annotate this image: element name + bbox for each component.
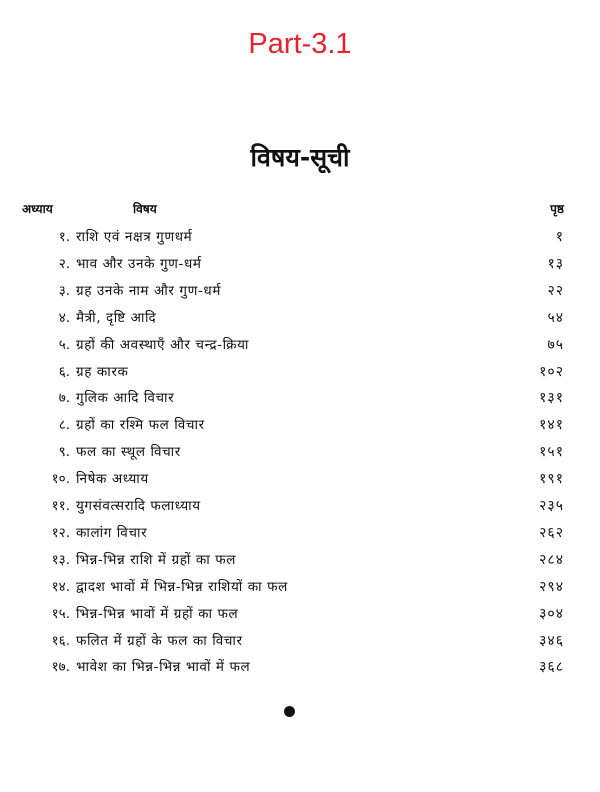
- toc-row: [0, 520, 600, 546]
- chapter-title: गुलिक आदि विचार: [76, 390, 175, 407]
- bullet-dot: [284, 706, 295, 717]
- chapter-title: भावेश का भिन्न-भिन्न भावों में फल: [76, 659, 251, 676]
- chapter-number: १७.: [51, 659, 70, 676]
- toc-row: [0, 654, 600, 680]
- chapter-number: १.: [58, 229, 70, 245]
- toc-row: [0, 251, 600, 277]
- chapter-title: ग्रहों का रश्मि फल विचार: [76, 417, 205, 434]
- chapter-title: मैत्री, दृष्टि आदि: [76, 309, 157, 326]
- chapter-title: निषेक अध्याय: [76, 471, 149, 488]
- page-number: १९१: [539, 471, 564, 488]
- page-number: ७५: [547, 336, 564, 353]
- chapter-number: १६.: [51, 632, 70, 649]
- header-subject: विषय: [133, 202, 157, 216]
- toc-row: [0, 278, 600, 304]
- header-chapter: अध्याय: [22, 202, 53, 216]
- chapter-title: ग्रहों की अवस्थाएँ और चन्द्र-क्रिया: [76, 336, 250, 353]
- part-label: Part-3.1: [248, 28, 352, 60]
- page-number: ३६८: [539, 659, 564, 676]
- chapter-number: ७.: [58, 390, 70, 407]
- chapter-number: ६.: [58, 363, 70, 380]
- page-number: २९४: [539, 578, 564, 595]
- page-number: ५४: [547, 309, 564, 326]
- chapter-number: १०.: [51, 471, 70, 488]
- chapter-title: भिन्न-भिन्न राशि में ग्रहों का फल: [76, 551, 236, 568]
- chapter-number: १४.: [51, 578, 70, 595]
- toc-row: [0, 628, 600, 654]
- page-number: २८४: [539, 551, 564, 568]
- page-number: १५१: [539, 444, 564, 461]
- chapter-number: ५.: [58, 336, 70, 353]
- chapter-number: ३.: [58, 282, 70, 299]
- chapter-title: कालांग विचार: [76, 524, 148, 541]
- page-number: २३५: [539, 498, 564, 514]
- toc-row: [0, 439, 600, 465]
- chapter-number: ९.: [58, 444, 70, 461]
- toc-row: [0, 359, 600, 385]
- toc-row: [0, 332, 600, 358]
- chapter-title: ग्रह उनके नाम और गुण-धर्म: [76, 282, 222, 299]
- toc-row: [0, 574, 600, 600]
- toc-row: [0, 601, 600, 627]
- page-number: १०२: [539, 363, 564, 380]
- page-number: ३४६: [539, 632, 564, 649]
- chapter-number: १५.: [51, 605, 70, 622]
- page-number: २२: [547, 282, 564, 299]
- page-number: ३०४: [539, 605, 564, 622]
- chapter-number: २.: [58, 255, 70, 272]
- page-number: १३१: [539, 390, 564, 407]
- chapter-title: फल का स्थूल विचार: [76, 444, 181, 461]
- header-page: पृष्ठ: [550, 202, 564, 216]
- chapter-title: ग्रह कारक: [76, 363, 129, 380]
- toc-row: [0, 412, 600, 438]
- toc-row: [0, 224, 600, 250]
- page-number: १३: [547, 255, 564, 272]
- toc-row: [0, 466, 600, 492]
- chapter-number: ११.: [51, 498, 70, 514]
- chapter-title: फलित में ग्रहों के फल का विचार: [76, 632, 243, 649]
- toc-row: [0, 305, 600, 331]
- page-number: १४१: [539, 417, 564, 434]
- chapter-title: भिन्न-भिन्न भावों में ग्रहों का फल: [76, 605, 239, 622]
- page-number: १: [555, 229, 564, 245]
- toc-row: [0, 493, 600, 519]
- chapter-number: ४.: [58, 309, 70, 326]
- toc-row: [0, 547, 600, 573]
- chapter-title: राशि एवं नक्षत्र गुणधर्म: [76, 229, 193, 245]
- chapter-number: १२.: [51, 524, 70, 541]
- chapter-number: ८.: [58, 417, 70, 434]
- page-title: विषय-सूची: [250, 143, 350, 172]
- chapter-number: १३.: [51, 551, 70, 568]
- chapter-title: युगसंवत्सरादि फलाध्याय: [76, 498, 201, 514]
- chapter-title: भाव और उनके गुण-धर्म: [76, 255, 202, 272]
- chapter-title: द्वादश भावों में भिन्न-भिन्न राशियों का फल: [76, 578, 288, 595]
- toc-row: [0, 385, 600, 411]
- page-number: २६२: [539, 524, 564, 541]
